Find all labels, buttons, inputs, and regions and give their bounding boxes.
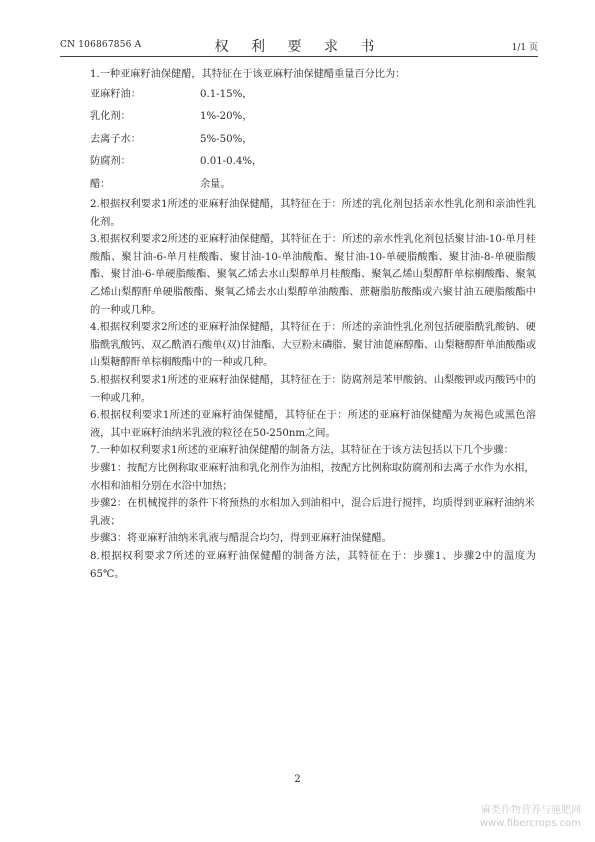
component-value: 5%-50%， xyxy=(200,133,253,145)
component-value: 1%-20%， xyxy=(200,111,253,123)
document-header xyxy=(60,36,538,54)
component-row xyxy=(90,84,536,107)
claim-5: 5.根据权利要求1所述的亚麻籽油保健醋，其特征在于：防腐剂是苯甲酸钠、山梨酸钾或丙酸钙中的一种或几种。 xyxy=(90,375,536,404)
claim-6: 6.根据权利要求1所述的亚麻籽油保健醋，其特征在于：所述的亚麻籽油保健醋为灰褐色或黑色溶液，其中亚麻籽油纳米乳液的粒径在50-250nm之间。 xyxy=(90,410,536,439)
claim-7-step-2: 步骤2：在机械搅拌的条件下将预热的水相加入到油相中，混合后进行搅拌，均质得到亚麻籽油纳米乳液； xyxy=(90,498,535,527)
site-watermark xyxy=(480,804,581,830)
component-name: 亚麻籽油： xyxy=(90,88,141,100)
document-title: 权 利 要 求 书 xyxy=(214,39,384,55)
claim-3: 3.根据权利要求2所述的亚麻籽油保健醋，其特征在于：所述的亲水性乳化剂包括聚甘油-10-单月桂酸酯、聚甘油-6-单月桂酸酯、聚甘油-10-单油酸酯、聚甘油-10-单硬脂酸酯、聚甘油-8-单硬脂酸酯、聚甘油-6-单硬脂酸酯、聚氧乙烯去水山梨醇单月桂酸酯、聚氧乙烯山梨醇酐单棕榈酸酯、聚氧乙烯山梨醇酐单硬脂酸酯、聚氧乙烯去水山梨醇单油酸酯、蔗糖脂肪酸酯或六聚甘油五硬脂酸酯中的一种或几种。 xyxy=(90,234,536,316)
watermark-site-name: 麻类作物营养与施肥网 xyxy=(481,805,581,816)
claim-7-step-3: 步骤3：将亚麻籽油纳米乳液与醋混合均匀，得到亚麻籽油保健醋。 xyxy=(90,533,392,545)
component-name: 醋： xyxy=(90,178,111,190)
component-row xyxy=(90,174,536,197)
component-value: 余量。 xyxy=(200,178,231,190)
claim-1-intro: 1.一种亚麻籽油保健醋，其特征在于该亚麻籽油保健醋重量百分比为： xyxy=(90,69,406,80)
claim-4: 4.根据权利要求2所述的亚麻籽油保健醋，其特征在于：所述的亲油性乳化剂包括硬脂酰乳酸钠、硬脂酰乳酸钙、双乙酰酒石酸单(双)甘油酯、大豆粉末磷脂、聚甘油蓖麻醇酯、山梨糖醇酐单油酸酯或山梨糖醇酐单棕榈酸酯中的一种或几种。 xyxy=(90,322,537,369)
claim-7: 7.一种如权利要求1所述的亚麻籽油保健醋的制备方法，其特征在于该方法包括以下几个步骤： xyxy=(90,445,514,457)
claim-8: 8.根据权利要求7所述的亚麻籽油保健醋的制备方法，其特征在于：步骤1、步骤2中的温度为65℃。 xyxy=(90,550,536,580)
header-divider xyxy=(60,56,538,57)
claims-body xyxy=(90,66,536,583)
watermark-site-url: www.fibercrops.com xyxy=(479,818,581,829)
component-name: 防腐剂： xyxy=(90,156,131,168)
component-row xyxy=(90,151,536,174)
component-value: 0.1-15%， xyxy=(200,88,253,100)
page-number: 2 xyxy=(294,774,301,785)
page-info: 1/1 页 xyxy=(511,43,538,53)
component-name: 乳化剂： xyxy=(90,111,131,123)
publication-number: CN 106867856 A xyxy=(60,40,142,50)
component-name: 去离子水： xyxy=(90,133,141,145)
component-value: 0.01-0.4%， xyxy=(200,156,263,168)
component-row xyxy=(90,106,536,129)
claim-7-step-1: 步骤1：按配方比例称取亚麻籽油和乳化剂作为油相，按配方比例称取防腐剂和去离子水作为水相，水相和油相分别在水浴中加热； xyxy=(90,463,535,492)
claim-2: 2.根据权利要求1所述的亚麻籽油保健醋，其特征在于：所述的乳化剂包括亲水性乳化剂和亲油性乳化剂。 xyxy=(90,199,536,228)
component-row xyxy=(90,129,536,152)
